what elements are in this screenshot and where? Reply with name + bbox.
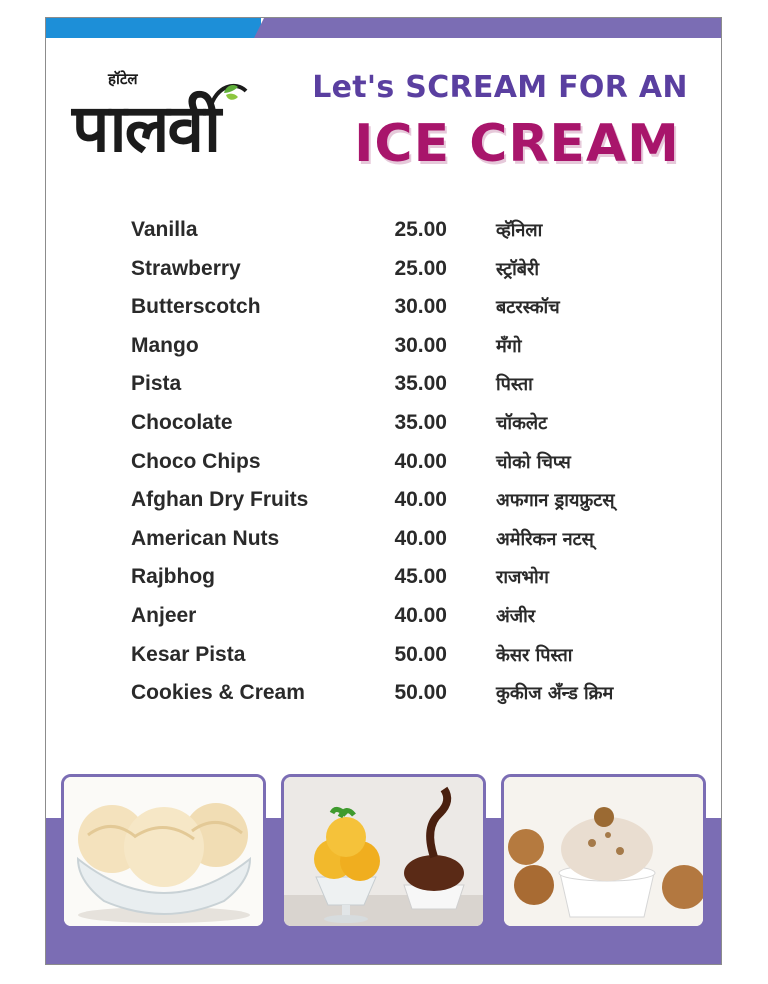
menu-row xyxy=(46,411,721,449)
leaf-icon xyxy=(206,79,250,113)
menu-row xyxy=(46,604,721,642)
item-price: 40.00 xyxy=(394,488,447,512)
item-name: Strawberry xyxy=(131,256,241,280)
item-name-marathi: केसर पिस्ता xyxy=(496,644,573,666)
item-name: Anjeer xyxy=(131,604,197,627)
item-name-marathi: मँगो xyxy=(496,335,522,357)
item-name: Choco Chips xyxy=(131,449,261,473)
item-name-marathi: चोको चिप्स xyxy=(496,451,571,473)
item-price: 40.00 xyxy=(394,526,447,550)
menu-row xyxy=(46,295,721,333)
item-price: 45.00 xyxy=(394,565,447,589)
menu-row xyxy=(46,450,721,488)
logo-subtitle: हॉटेल xyxy=(108,70,138,88)
item-name-marathi: कुकीज अँन्ड क्रिम xyxy=(496,683,614,705)
anjeer-illustration xyxy=(504,777,704,927)
item-price: 25.00 xyxy=(394,256,447,280)
item-name: Cookies & Cream xyxy=(131,681,305,705)
item-name-marathi: राजभोग xyxy=(496,567,549,589)
menu-card xyxy=(45,17,722,965)
mango-chocolate-icecream-photo xyxy=(281,774,486,929)
item-price: 35.00 xyxy=(394,372,447,396)
menu-row xyxy=(46,488,721,526)
vanilla-icecream-photo xyxy=(61,774,266,929)
item-name-marathi: अंजीर xyxy=(496,606,536,627)
item-name-marathi: चॉकलेट xyxy=(496,413,548,434)
item-price: 30.00 xyxy=(394,333,447,357)
item-name: Pista xyxy=(131,372,182,396)
item-price: 50.00 xyxy=(394,681,447,705)
item-name-marathi: अमेरिकन नटस् xyxy=(496,528,594,550)
item-price: 40.00 xyxy=(394,449,447,473)
item-price: 40.00 xyxy=(394,604,447,627)
menu-row xyxy=(46,218,721,256)
item-name: Kesar Pista xyxy=(131,642,246,666)
headline: ICE CREAM xyxy=(354,114,680,174)
item-name: Butterscotch xyxy=(131,295,261,319)
item-name: Vanilla xyxy=(131,218,198,241)
tagline: Let's SCREAM FOR AN xyxy=(312,70,688,105)
item-name-marathi: स्ट्रॉबेरी xyxy=(496,258,540,280)
item-name: Afghan Dry Fruits xyxy=(131,488,309,512)
item-name-marathi: व्हॅनिला xyxy=(496,220,543,241)
hotel-logo xyxy=(66,63,266,203)
item-price: 30.00 xyxy=(394,295,447,319)
item-name-marathi: अफगान ड्रायफ्रुटस् xyxy=(496,490,615,512)
anjeer-icecream-photo xyxy=(501,774,706,929)
menu-row xyxy=(46,681,721,719)
top-accent-bar-blue xyxy=(46,18,261,38)
top-accent-bar-purple xyxy=(254,18,721,38)
menu-row xyxy=(46,643,721,681)
menu-row xyxy=(46,527,721,565)
mango-chocolate-illustration xyxy=(284,777,484,927)
menu-row xyxy=(46,334,721,372)
item-name-marathi: बटरस्कॉच xyxy=(496,297,560,319)
item-name-marathi: पिस्ता xyxy=(496,374,533,396)
menu-row xyxy=(46,372,721,410)
item-price: 50.00 xyxy=(394,642,447,666)
vanilla-scoops-illustration xyxy=(64,777,264,927)
menu-row xyxy=(46,565,721,603)
item-name: Chocolate xyxy=(131,411,233,434)
item-price: 25.00 xyxy=(394,218,447,241)
item-name: American Nuts xyxy=(131,526,280,550)
logo-name: पालवी xyxy=(72,89,220,167)
item-name: Rajbhog xyxy=(131,565,215,589)
item-price: 35.00 xyxy=(394,411,447,434)
menu-row xyxy=(46,257,721,295)
item-name: Mango xyxy=(131,333,199,357)
